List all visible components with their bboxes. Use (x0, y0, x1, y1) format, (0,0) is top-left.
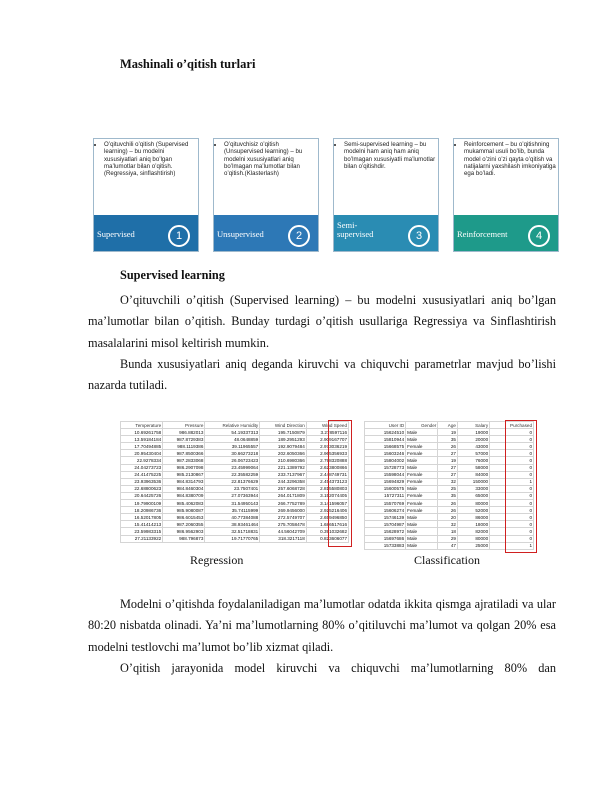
table-cell: 38.93461464 (205, 521, 260, 528)
table-cell: 23.59983315 (121, 528, 163, 535)
table-cell: Female (406, 507, 438, 514)
table-row (121, 535, 349, 542)
table-cell: 15733883 (365, 542, 406, 549)
table-cell: 20 (438, 514, 458, 521)
table-cell: 40.77384088 (205, 514, 260, 521)
table-cell: 25000 (457, 542, 489, 549)
table-row (121, 429, 349, 436)
table-cell: 2.965356933 (306, 450, 348, 457)
ml-type-card-1 (93, 138, 199, 252)
table-cell: 19000 (457, 429, 489, 436)
table-cell: 20.64425726 (121, 492, 163, 499)
table-cell: 15570769 (365, 500, 406, 507)
table-cell: 15727311 (365, 492, 406, 499)
regression-table (120, 421, 349, 543)
table-cell: 30.66273218 (205, 450, 260, 457)
table-cell: Male (406, 485, 438, 492)
table-cell: 13.59184184 (121, 436, 163, 443)
table-cell: 15697686 (365, 535, 406, 542)
table-cell: 15694829 (365, 478, 406, 485)
table-cell: 26.06723423 (205, 457, 260, 464)
table-cell: Female (406, 443, 438, 450)
table-row (121, 443, 349, 450)
card-label: Unsupervised (217, 229, 264, 239)
table-cell: 80000 (457, 535, 489, 542)
table-row (121, 471, 349, 478)
table-cell: 27 (438, 464, 458, 471)
table-row (121, 485, 349, 492)
table-cell: 76000 (457, 457, 489, 464)
card-number-badge: 1 (168, 225, 190, 247)
table-cell: 0.391032682 (306, 528, 348, 535)
table-cell: 15.41414213 (121, 521, 163, 528)
table-cell: 2.798320888 (306, 457, 348, 464)
table-cell: 3.152074405 (306, 492, 348, 499)
table-cell: 275.7058478 (260, 521, 307, 528)
table-cell: 19.71770765 (205, 535, 260, 542)
card-description: • Semi-supervised learning – bu modelni ham aniq ham aniq bo’lmagan xususiyatli ma’lumotlar bilan o’qitishdir. (344, 141, 436, 170)
table-cell: 18000 (457, 521, 489, 528)
table-cell: 988.796873 (163, 535, 205, 542)
table-cell: 1 (490, 542, 534, 549)
table-cell: 0 (490, 507, 534, 514)
table-cell: 150000 (457, 478, 489, 485)
column-header: Wind Direction (260, 422, 307, 429)
card-number-badge: 4 (528, 225, 550, 247)
table-row (121, 521, 349, 528)
table-cell: 19.79900109 (121, 500, 163, 507)
table-cell: 19 (438, 429, 458, 436)
table-cell: 2.448749731 (306, 471, 348, 478)
table-cell: 15668575 (365, 443, 406, 450)
table-cell: 47 (438, 542, 458, 549)
table-cell: 987.8729383 (163, 436, 205, 443)
ml-type-card-3 (333, 138, 439, 252)
card-label-bar (334, 215, 438, 251)
table-cell: 985.4062083 (163, 500, 205, 507)
table-cell: 17.70494885 (121, 443, 163, 450)
card-number-badge: 2 (288, 225, 310, 247)
table-cell: 15728773 (365, 464, 406, 471)
table-cell: 986.6015453 (163, 514, 205, 521)
regression-target-highlight (328, 420, 352, 547)
table-cell: 20.95430404 (121, 450, 163, 457)
table-cell: 44.56042709 (260, 528, 307, 535)
table-header-row (121, 422, 349, 429)
classification-caption: Classification (414, 553, 480, 567)
regression-caption: Regression (190, 553, 244, 567)
table-cell: Female (406, 492, 438, 499)
card-description: • Reinforcement – bu o’qitishning mukammal usuli bo’lib, bunda model o’zini o’zi qayta o’qitish va natijalarni yaxshilash imkoniyatiga ega bo’ladi. (464, 141, 556, 177)
table-cell: Female (406, 471, 438, 478)
ml-types-diagram (93, 138, 557, 250)
table-cell: 82000 (457, 528, 489, 535)
table-cell: 257.6068728 (260, 485, 307, 492)
table-cell: 33000 (457, 485, 489, 492)
table-cell: 2.659496850 (306, 514, 348, 521)
table-cell: 266.7752789 (260, 500, 307, 507)
column-header: Salary (457, 422, 489, 429)
column-header: Relative Humidity (205, 422, 260, 429)
table-cell: 35 (438, 436, 458, 443)
table-cell: 0 (490, 514, 534, 521)
table-cell: 16.52017805 (121, 514, 163, 521)
table-cell: 0 (490, 443, 534, 450)
table-cell: 86000 (457, 514, 489, 521)
table-cell: 986.9562903 (163, 528, 205, 535)
table-cell: 15603246 (365, 450, 406, 457)
table-cell: 65000 (457, 492, 489, 499)
table-cell: 23.7507401 (205, 485, 260, 492)
table-row (121, 528, 349, 535)
column-header: Age (438, 422, 458, 429)
card-label-bar (214, 215, 318, 251)
table-cell: 52000 (457, 507, 489, 514)
table-cell: 20000 (457, 436, 489, 443)
table-cell: 31.54950143 (205, 500, 260, 507)
table-row (121, 478, 349, 485)
table-cell: 10.69261758 (121, 429, 163, 436)
table-cell: Male (406, 514, 438, 521)
table-cell: 0 (490, 464, 534, 471)
table-cell: 24.04273723 (121, 464, 163, 471)
paragraph-2: Bunda xususiyatlari aniq deganda kiruvchi va chiquvchi parametrlar mavjud bo’lishi nazarda tutiladi. (88, 357, 556, 393)
table-row (121, 450, 349, 457)
table-cell: 32.51718831 (205, 528, 260, 535)
table-cell: Female (406, 478, 438, 485)
table-cell: 269.9456000 (260, 507, 307, 514)
table-cell: 26 (438, 507, 458, 514)
column-header: Pressure (163, 422, 205, 429)
table-cell: 2.623800866 (306, 464, 348, 471)
table-cell: 0 (490, 500, 534, 507)
table-cell: 984.8460304 (163, 485, 205, 492)
table-cell: 22.68800623 (121, 485, 163, 492)
table-cell: 0 (490, 535, 534, 542)
table-cell: Female (406, 500, 438, 507)
table-cell: 986.882013 (163, 429, 205, 436)
card-label: Semi- supervised (337, 220, 374, 239)
table-cell: 272.5749707 (260, 514, 307, 521)
table-cell: 233.7137967 (260, 471, 307, 478)
table-cell: 0 (490, 457, 534, 464)
table-cell: 0 (490, 450, 534, 457)
table-cell: 202.6050366 (260, 450, 307, 457)
table-cell: 0 (490, 492, 534, 499)
subheading: Supervised learning (120, 268, 225, 282)
table-cell: 15628972 (365, 528, 406, 535)
table-cell: 0 (490, 436, 534, 443)
table-cell: 2.909167707 (306, 436, 348, 443)
card-description: • O’qituvchili o’qitish (Supervised learning) – bu modelni xususiyatlari aniq bo’lgan ma’lumotlar bilan o’qitish. (Regressiya, sinflashtirish) (104, 141, 196, 177)
table-cell: 984.8380709 (163, 492, 205, 499)
paragraph-1: O’qituvchili o’qitish (Supervised learning) – bu modelni xususiyatlari aniq bo’lgan ma’lumotlar bilan o’qitish. Bunday turdagi o’qitish usullariga Regressiya va Sinflashtirish masalalarini misol keltirish mumkin. (88, 293, 556, 350)
table-cell: 244.3296358 (260, 478, 307, 485)
table-cell: 15804002 (365, 457, 406, 464)
table-cell: 264.0171809 (260, 492, 307, 499)
column-header: Purchased (490, 422, 534, 429)
card-label-bar (94, 215, 198, 251)
table-cell: 1.686517616 (306, 521, 348, 528)
table-row (121, 492, 349, 499)
table-cell: 3.141596057 (306, 500, 348, 507)
table-cell: Male (406, 429, 438, 436)
table-cell: 15746139 (365, 514, 406, 521)
table-cell: 48.0648859 (205, 436, 260, 443)
table-cell: 984.8314793 (163, 478, 205, 485)
table-cell: 24.41475225 (121, 471, 163, 478)
table-cell: 1 (490, 478, 534, 485)
card-label: Supervised (97, 229, 135, 239)
table-cell: 221.1389792 (260, 464, 307, 471)
table-cell: 2.815580803 (306, 485, 348, 492)
table-cell: 35.74115999 (205, 507, 260, 514)
table-cell: 0 (490, 429, 534, 436)
table-cell: 27 (438, 471, 458, 478)
table-cell: 192.9079484 (260, 443, 307, 450)
card-number-badge: 3 (408, 225, 430, 247)
table-cell: 39.11965557 (205, 443, 260, 450)
table-cell: 986.2907098 (163, 464, 205, 471)
table-cell: 2.973036219 (306, 443, 348, 450)
table-row (121, 464, 349, 471)
table-cell: 15704987 (365, 521, 406, 528)
table-cell: Male (406, 535, 438, 542)
table-cell: Male (406, 464, 438, 471)
section-heading: Mashinali o’qitish turlari (120, 57, 256, 71)
ml-type-card-4 (453, 138, 559, 252)
table-cell: Male (406, 457, 438, 464)
table-cell: 2.454373123 (306, 478, 348, 485)
table-cell: 988.1119386 (163, 443, 205, 450)
column-header: Wind Speed (306, 422, 348, 429)
table-row (121, 514, 349, 521)
table-cell: 15624510 (365, 429, 406, 436)
table-cell: 35 (438, 492, 458, 499)
table-row (121, 457, 349, 464)
table-cell: 0 (490, 485, 534, 492)
table-cell: 26 (438, 443, 458, 450)
table-cell: Female (406, 450, 438, 457)
table-cell: Male (406, 528, 438, 535)
table-cell: 23.93963536 (121, 478, 163, 485)
table-cell: 15606274 (365, 507, 406, 514)
table-cell: Male (406, 436, 438, 443)
table-cell: 32 (438, 478, 458, 485)
table-cell: 58000 (457, 464, 489, 471)
table-cell: 15600575 (365, 485, 406, 492)
table-row (121, 507, 349, 514)
table-row (121, 500, 349, 507)
table-cell: 54.19337313 (205, 429, 260, 436)
table-cell: 29 (438, 535, 458, 542)
column-header: User ID (365, 422, 406, 429)
table-cell: 27 (438, 450, 458, 457)
ml-type-card-2 (213, 138, 319, 252)
card-label-bar (454, 215, 558, 251)
table-cell: 27.21133922 (121, 535, 163, 542)
table-cell: 2.925216406 (306, 507, 348, 514)
table-cell: 25 (438, 485, 458, 492)
table-cell: 0 (490, 521, 534, 528)
table-cell: 32 (438, 521, 458, 528)
column-header: Temperature (121, 422, 163, 429)
table-cell: 23.45999064 (205, 464, 260, 471)
table-cell: 210.6980366 (260, 457, 307, 464)
table-cell: 3.278597116 (306, 429, 348, 436)
table-cell: 318.3217118 (260, 535, 307, 542)
table-cell: 22.35582259 (205, 471, 260, 478)
table-cell: 27.07363944 (205, 492, 260, 499)
column-header: Gender (406, 422, 438, 429)
table-cell: 0 (490, 528, 534, 535)
card-label: Reinforcement (457, 229, 508, 239)
table-cell: Male (406, 521, 438, 528)
table-cell: 0.823606077 (306, 535, 348, 542)
table-cell: 15810944 (365, 436, 406, 443)
table-cell: Male (406, 542, 438, 549)
table-cell: 15598044 (365, 471, 406, 478)
paragraph-3: Modelni o’qitishda foydalaniladigan ma’lumotlar odatda ikkita qismga ajratiladi va ular 80:20 nisbatda olinadi. Ya’ni ma’lumotlarning 80% o’qitiluvchi ma’lumot va qolgan 20% esa modelni testlovchi ma’lumot bo’lib xizmat qiladi. (88, 597, 556, 654)
table-cell: 987.2833068 (163, 457, 205, 464)
table-cell: 0 (490, 471, 534, 478)
table-cell: 19 (438, 457, 458, 464)
table-cell: 57000 (457, 450, 489, 457)
table-cell: 84000 (457, 471, 489, 478)
table-cell: 189.2951293 (260, 436, 307, 443)
table-cell: 43000 (457, 443, 489, 450)
table-row (121, 436, 349, 443)
card-description: • O’qituvchisiz o’qitish (Unsupervised learning) – bu modelni xususiyatlari aniq bo’lmagan ma’lumotlar bilan o’qitish.(Klasterlash) (224, 141, 316, 177)
paragraph-4: O’qitish jarayonida model kiruvchi va chiquvchi ma’lumotlarning 80% dan (120, 661, 556, 675)
table-cell: 80000 (457, 500, 489, 507)
table-cell: 22.9278334 (121, 457, 163, 464)
table-cell: 987.2060355 (163, 521, 205, 528)
classification-target-highlight (505, 420, 537, 553)
table-cell: 195.7150879 (260, 429, 307, 436)
table-cell: 18.20986736 (121, 507, 163, 514)
table-cell: 26 (438, 500, 458, 507)
table-cell: 22.81376629 (205, 478, 260, 485)
table-cell: 987.8500366 (163, 450, 205, 457)
table-cell: 18 (438, 528, 458, 535)
table-cell: 985.9080087 (163, 507, 205, 514)
table-cell: 985.2130867 (163, 471, 205, 478)
